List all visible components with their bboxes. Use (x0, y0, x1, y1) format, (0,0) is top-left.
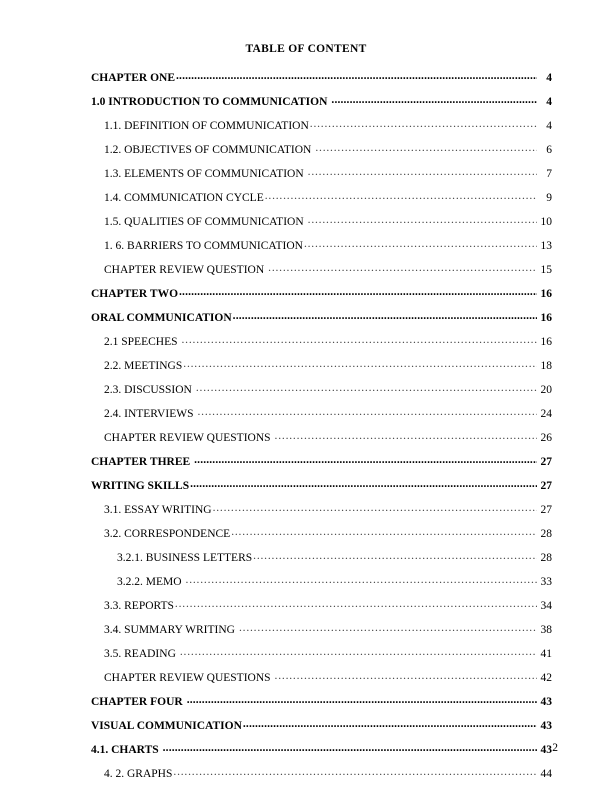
toc-leader-dots (183, 358, 537, 369)
toc-entry[interactable] (104, 646, 552, 670)
toc-leader-dots (253, 550, 537, 561)
toc-leader-dots (196, 382, 537, 393)
toc-leader-dots (213, 502, 537, 513)
toc-entry[interactable] (91, 286, 552, 310)
toc-entry[interactable] (104, 766, 552, 790)
toc-entry-label: CHAPTER REVIEW QUESTION (104, 264, 265, 276)
toc-entry-page-number: 4 (546, 72, 552, 84)
toc-entry-page-number: 4 (546, 120, 552, 132)
toc-entry-label: CHAPTER THREE (91, 456, 191, 468)
toc-entry-page-number: 18 (540, 360, 552, 372)
toc-entry-label: CHAPTER REVIEW QUESTIONS (104, 432, 271, 444)
toc-entry-label: 3.3. REPORTS (104, 600, 174, 612)
toc-leader-dots (194, 454, 537, 465)
toc-entry[interactable] (104, 502, 552, 526)
toc-entry[interactable] (91, 694, 552, 718)
toc-entry-label: 2.1 SPEECHES (104, 336, 178, 348)
table-of-contents (91, 70, 552, 790)
toc-leader-dots (265, 190, 537, 201)
toc-entry[interactable] (104, 670, 552, 694)
toc-leader-dots (163, 742, 537, 753)
toc-entry-page-number: 4 (546, 96, 552, 108)
toc-entry[interactable] (104, 598, 552, 622)
toc-entry-label: 3.4. SUMMARY WRITING (104, 624, 235, 636)
toc-entry-page-number: 33 (540, 576, 552, 588)
toc-entry-page-number: 13 (540, 240, 552, 252)
toc-entry[interactable] (104, 166, 552, 190)
toc-leader-dots (308, 166, 537, 177)
toc-entry[interactable] (104, 406, 552, 430)
toc-leader-dots (233, 310, 537, 321)
toc-entry[interactable] (104, 190, 552, 214)
toc-entry-label: 3.2. CORRESPONDENCE (104, 528, 231, 540)
toc-entry-label: 1.5. QUALITIES OF COMMUNICATION (104, 216, 304, 228)
toc-entry-label: 1.1. DEFINITION OF COMMUNICATION (104, 120, 309, 132)
toc-entry[interactable] (91, 478, 552, 502)
toc-entry-page-number: 34 (540, 600, 552, 612)
toc-entry-page-number: 16 (540, 336, 552, 348)
toc-leader-dots (315, 142, 537, 153)
toc-entry-label: CHAPTER REVIEW QUESTIONS (104, 672, 271, 684)
toc-entry-page-number: 38 (540, 624, 552, 636)
toc-entry-page-number: 26 (540, 432, 552, 444)
toc-entry[interactable] (104, 430, 552, 454)
toc-leader-dots (243, 718, 537, 729)
toc-entry-page-number: 6 (546, 144, 552, 156)
toc-leader-dots (175, 598, 537, 609)
toc-entry[interactable] (104, 142, 552, 166)
toc-entry-label: 1.0 INTRODUCTION TO COMMUNICATION (91, 96, 328, 108)
toc-entry-label: 1. 6. BARRIERS TO COMMUNICATION (104, 240, 303, 252)
toc-entry-page-number: 44 (540, 768, 552, 780)
footer-page-number: 2 (552, 742, 558, 754)
toc-entry-page-number: 43 (540, 720, 552, 732)
toc-leader-dots (187, 694, 537, 705)
toc-entry-label: WRITING SKILLS (91, 480, 190, 492)
toc-entry-label: 1.3. ELEMENTS OF COMMUNICATION (104, 168, 304, 180)
toc-entry-page-number: 16 (540, 288, 552, 300)
toc-entry[interactable] (104, 382, 552, 406)
toc-entry-label: 4.1. CHARTS (91, 744, 159, 756)
toc-entry[interactable] (91, 70, 552, 94)
toc-leader-dots (308, 214, 537, 225)
toc-entry-label: 2.3. DISCUSSION (104, 384, 192, 396)
toc-entry-label: VISUAL COMMUNICATION (91, 720, 242, 732)
toc-entry-page-number: 41 (540, 648, 552, 660)
toc-leader-dots (176, 70, 537, 81)
toc-leader-dots (310, 118, 537, 129)
toc-leader-dots (197, 406, 537, 417)
toc-entry-label: CHAPTER ONE (91, 72, 176, 84)
toc-leader-dots (239, 622, 537, 633)
toc-leader-dots (268, 262, 537, 273)
toc-entry-label: 4. 2. GRAPHS (104, 768, 173, 780)
toc-entry-page-number: 42 (540, 672, 552, 684)
toc-entry-page-number: 28 (540, 528, 552, 540)
toc-leader-dots (180, 646, 537, 657)
toc-entry[interactable] (117, 550, 552, 574)
toc-entry-label: 1.2. OBJECTIVES OF COMMUNICATION (104, 144, 312, 156)
toc-entry[interactable] (104, 118, 552, 142)
toc-entry-page-number: 27 (540, 456, 552, 468)
toc-entry-page-number: 7 (546, 168, 552, 180)
toc-entry[interactable] (91, 742, 552, 766)
toc-entry[interactable] (117, 574, 552, 598)
toc-entry-label: 3.1. ESSAY WRITING (104, 504, 212, 516)
toc-entry-page-number: 27 (540, 480, 552, 492)
toc-leader-dots (231, 526, 537, 537)
toc-entry-page-number: 20 (540, 384, 552, 396)
toc-leader-dots (275, 430, 537, 441)
toc-entry-label: 2.4. INTERVIEWS (104, 408, 194, 420)
toc-leader-dots (173, 766, 537, 777)
toc-entry-label: CHAPTER TWO (91, 288, 179, 300)
toc-entry-page-number: 15 (540, 264, 552, 276)
toc-leader-dots (186, 574, 537, 585)
toc-entry-page-number: 9 (546, 192, 552, 204)
toc-entry[interactable] (91, 94, 552, 118)
toc-entry[interactable] (104, 214, 552, 238)
toc-entry-page-number: 10 (540, 216, 552, 228)
toc-entry-label: 1.4. COMMUNICATION CYCLE (104, 192, 264, 204)
toc-leader-dots (190, 478, 537, 489)
toc-entry-label: ORAL COMMUNICATION (91, 312, 232, 324)
toc-entry[interactable] (104, 358, 552, 382)
toc-entry[interactable] (104, 238, 552, 262)
toc-entry-page-number: 27 (540, 504, 552, 516)
page-title: TABLE OF CONTENT (245, 43, 367, 55)
toc-leader-dots (304, 238, 537, 249)
toc-leader-dots (275, 670, 537, 681)
toc-entry-page-number: 43 (540, 744, 552, 756)
toc-entry[interactable] (104, 262, 552, 286)
toc-entry-label: CHAPTER FOUR (91, 696, 183, 708)
toc-entry-label: 2.2. MEETINGS (104, 360, 183, 372)
toc-entry[interactable] (91, 310, 552, 334)
toc-entry-label: 3.5. READING (104, 648, 176, 660)
toc-entry-page-number: 43 (540, 696, 552, 708)
toc-entry[interactable] (91, 718, 552, 742)
toc-entry-label: 3.2.1. BUSINESS LETTERS (117, 552, 253, 564)
toc-leader-dots (179, 286, 537, 297)
toc-entry[interactable] (91, 454, 552, 478)
toc-entry-label: 3.2.2. MEMO (117, 576, 182, 588)
toc-leader-dots (331, 94, 537, 105)
toc-entry-page-number: 16 (540, 312, 552, 324)
toc-entry[interactable] (104, 334, 552, 358)
toc-entry-page-number: 28 (540, 552, 552, 564)
toc-leader-dots (182, 334, 538, 345)
toc-entry[interactable] (104, 526, 552, 550)
toc-entry-page-number: 24 (540, 408, 552, 420)
toc-entry[interactable] (104, 622, 552, 646)
